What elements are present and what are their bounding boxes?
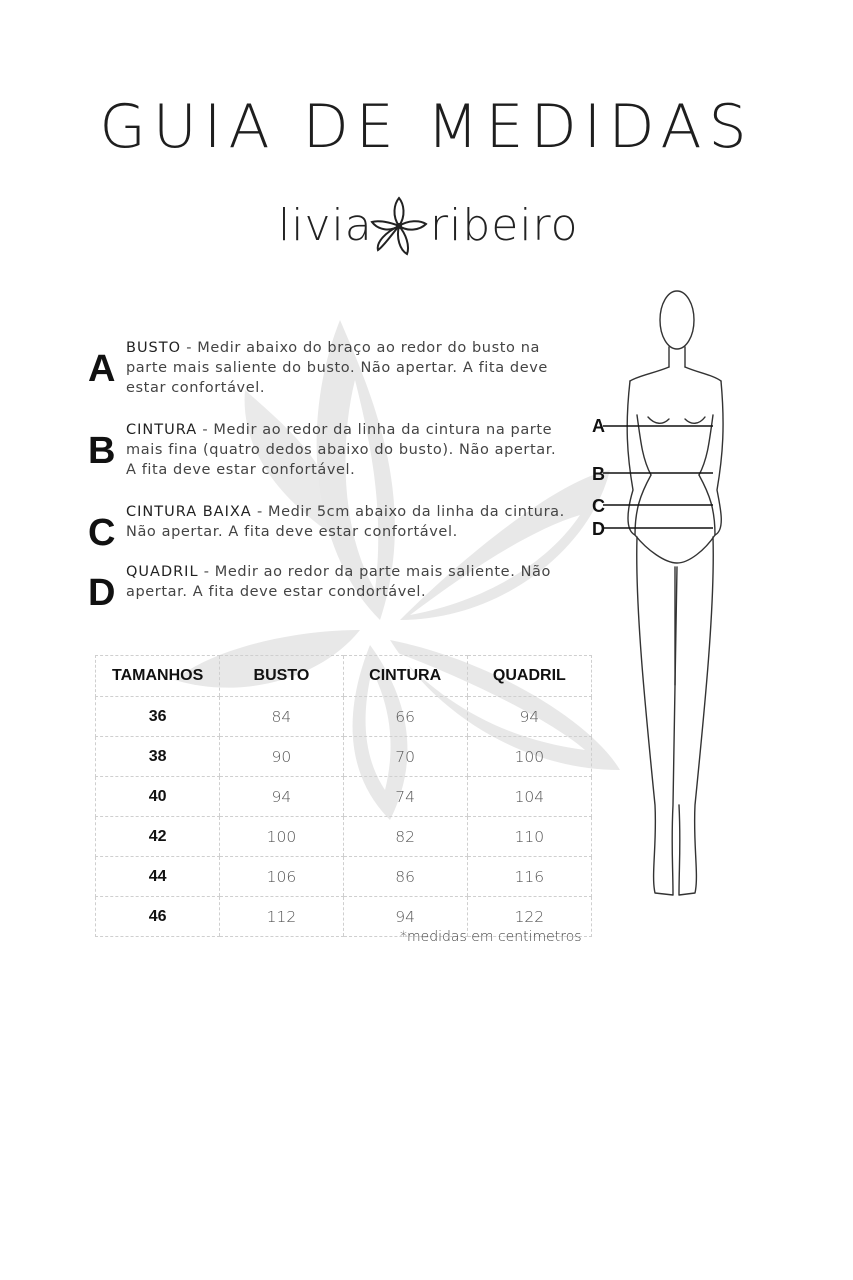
measure-letter: B <box>88 430 116 472</box>
table-row <box>96 697 592 737</box>
cintura-cell: 74 <box>343 777 467 817</box>
table-row <box>96 857 592 897</box>
measure-label: BUSTO <box>126 340 182 356</box>
busto-cell: 100 <box>220 817 343 857</box>
body-figure <box>585 285 765 915</box>
figure-label-c: C <box>592 496 605 516</box>
measure-label: CINTURA BAIXA <box>126 504 252 520</box>
quadril-cell: 100 <box>467 737 591 777</box>
size-cell: 42 <box>96 817 220 857</box>
flower-icon <box>370 196 428 256</box>
column-header-cintura: CINTURA <box>343 656 467 697</box>
busto-cell: 112 <box>220 897 343 937</box>
quadril-cell: 104 <box>467 777 591 817</box>
column-header-tamanhos: TAMANHOS <box>96 656 220 697</box>
size-cell: 36 <box>96 697 220 737</box>
quadril-cell: 116 <box>467 857 591 897</box>
size-table <box>95 655 592 937</box>
measure-description <box>126 338 566 398</box>
figure-label-a: A <box>592 416 605 436</box>
cintura-cell: 82 <box>343 817 467 857</box>
table-row <box>96 817 592 857</box>
size-cell: 40 <box>96 777 220 817</box>
figure-label-d: D <box>592 519 605 539</box>
busto-cell: 90 <box>220 737 343 777</box>
cintura-cell: 70 <box>343 737 467 777</box>
measure-item-quadril <box>88 562 558 644</box>
quadril-cell: 94 <box>467 697 591 737</box>
column-header-quadril: QUADRIL <box>467 656 591 697</box>
page-title: GUIA DE MEDIDAS <box>99 92 754 162</box>
measure-description <box>126 502 566 542</box>
measurement-instructions <box>88 338 565 644</box>
measure-item-cintura-baixa <box>88 502 565 562</box>
busto-cell: 106 <box>220 857 343 897</box>
logo-word-right: ribeiro <box>430 200 579 251</box>
logo-word-left: livia <box>278 200 373 251</box>
measure-label: QUADRIL <box>126 564 199 580</box>
measure-item-busto <box>88 338 558 420</box>
measure-lines <box>585 285 765 915</box>
size-cell: 46 <box>96 897 220 937</box>
column-header-busto: BUSTO <box>220 656 343 697</box>
table-header-row <box>96 656 592 697</box>
measure-text: - Medir 5cm abaixo da linha da cintura. Não apertar. A fita deve estar confortável. <box>126 504 565 540</box>
busto-cell: 84 <box>220 697 343 737</box>
quadril-cell: 110 <box>467 817 591 857</box>
measure-description <box>126 562 566 602</box>
measure-letter: D <box>88 572 116 614</box>
busto-cell: 94 <box>220 777 343 817</box>
size-cell: 44 <box>96 857 220 897</box>
brand-logo <box>278 196 578 260</box>
measure-letter: A <box>88 348 116 390</box>
figure-label-b: B <box>592 464 605 484</box>
cintura-cell: 66 <box>343 697 467 737</box>
measure-letter: C <box>88 512 116 554</box>
measure-text: - Medir ao redor da linha da cintura na parte mais fina (quatro dedos abaixo do busto). Não apertar. A fita deve estar confortável. <box>126 422 557 478</box>
measure-label: CINTURA <box>126 422 198 438</box>
quadril-cell: 122 <box>467 897 591 937</box>
cintura-cell: 86 <box>343 857 467 897</box>
cintura-cell: 94 <box>343 897 467 937</box>
size-cell: 38 <box>96 737 220 777</box>
measure-description <box>126 420 566 480</box>
table-row <box>96 777 592 817</box>
footnote: *medidas em centimetros <box>400 929 582 945</box>
measure-text: - Medir ao redor da parte mais saliente. Não apertar. A fita deve estar condortável. <box>126 564 552 600</box>
measure-item-cintura <box>88 420 558 502</box>
measure-text: - Medir abaixo do braço ao redor do busto na parte mais saliente do busto. Não apertar. A fita deve estar confortável. <box>126 340 548 396</box>
table-row <box>96 737 592 777</box>
